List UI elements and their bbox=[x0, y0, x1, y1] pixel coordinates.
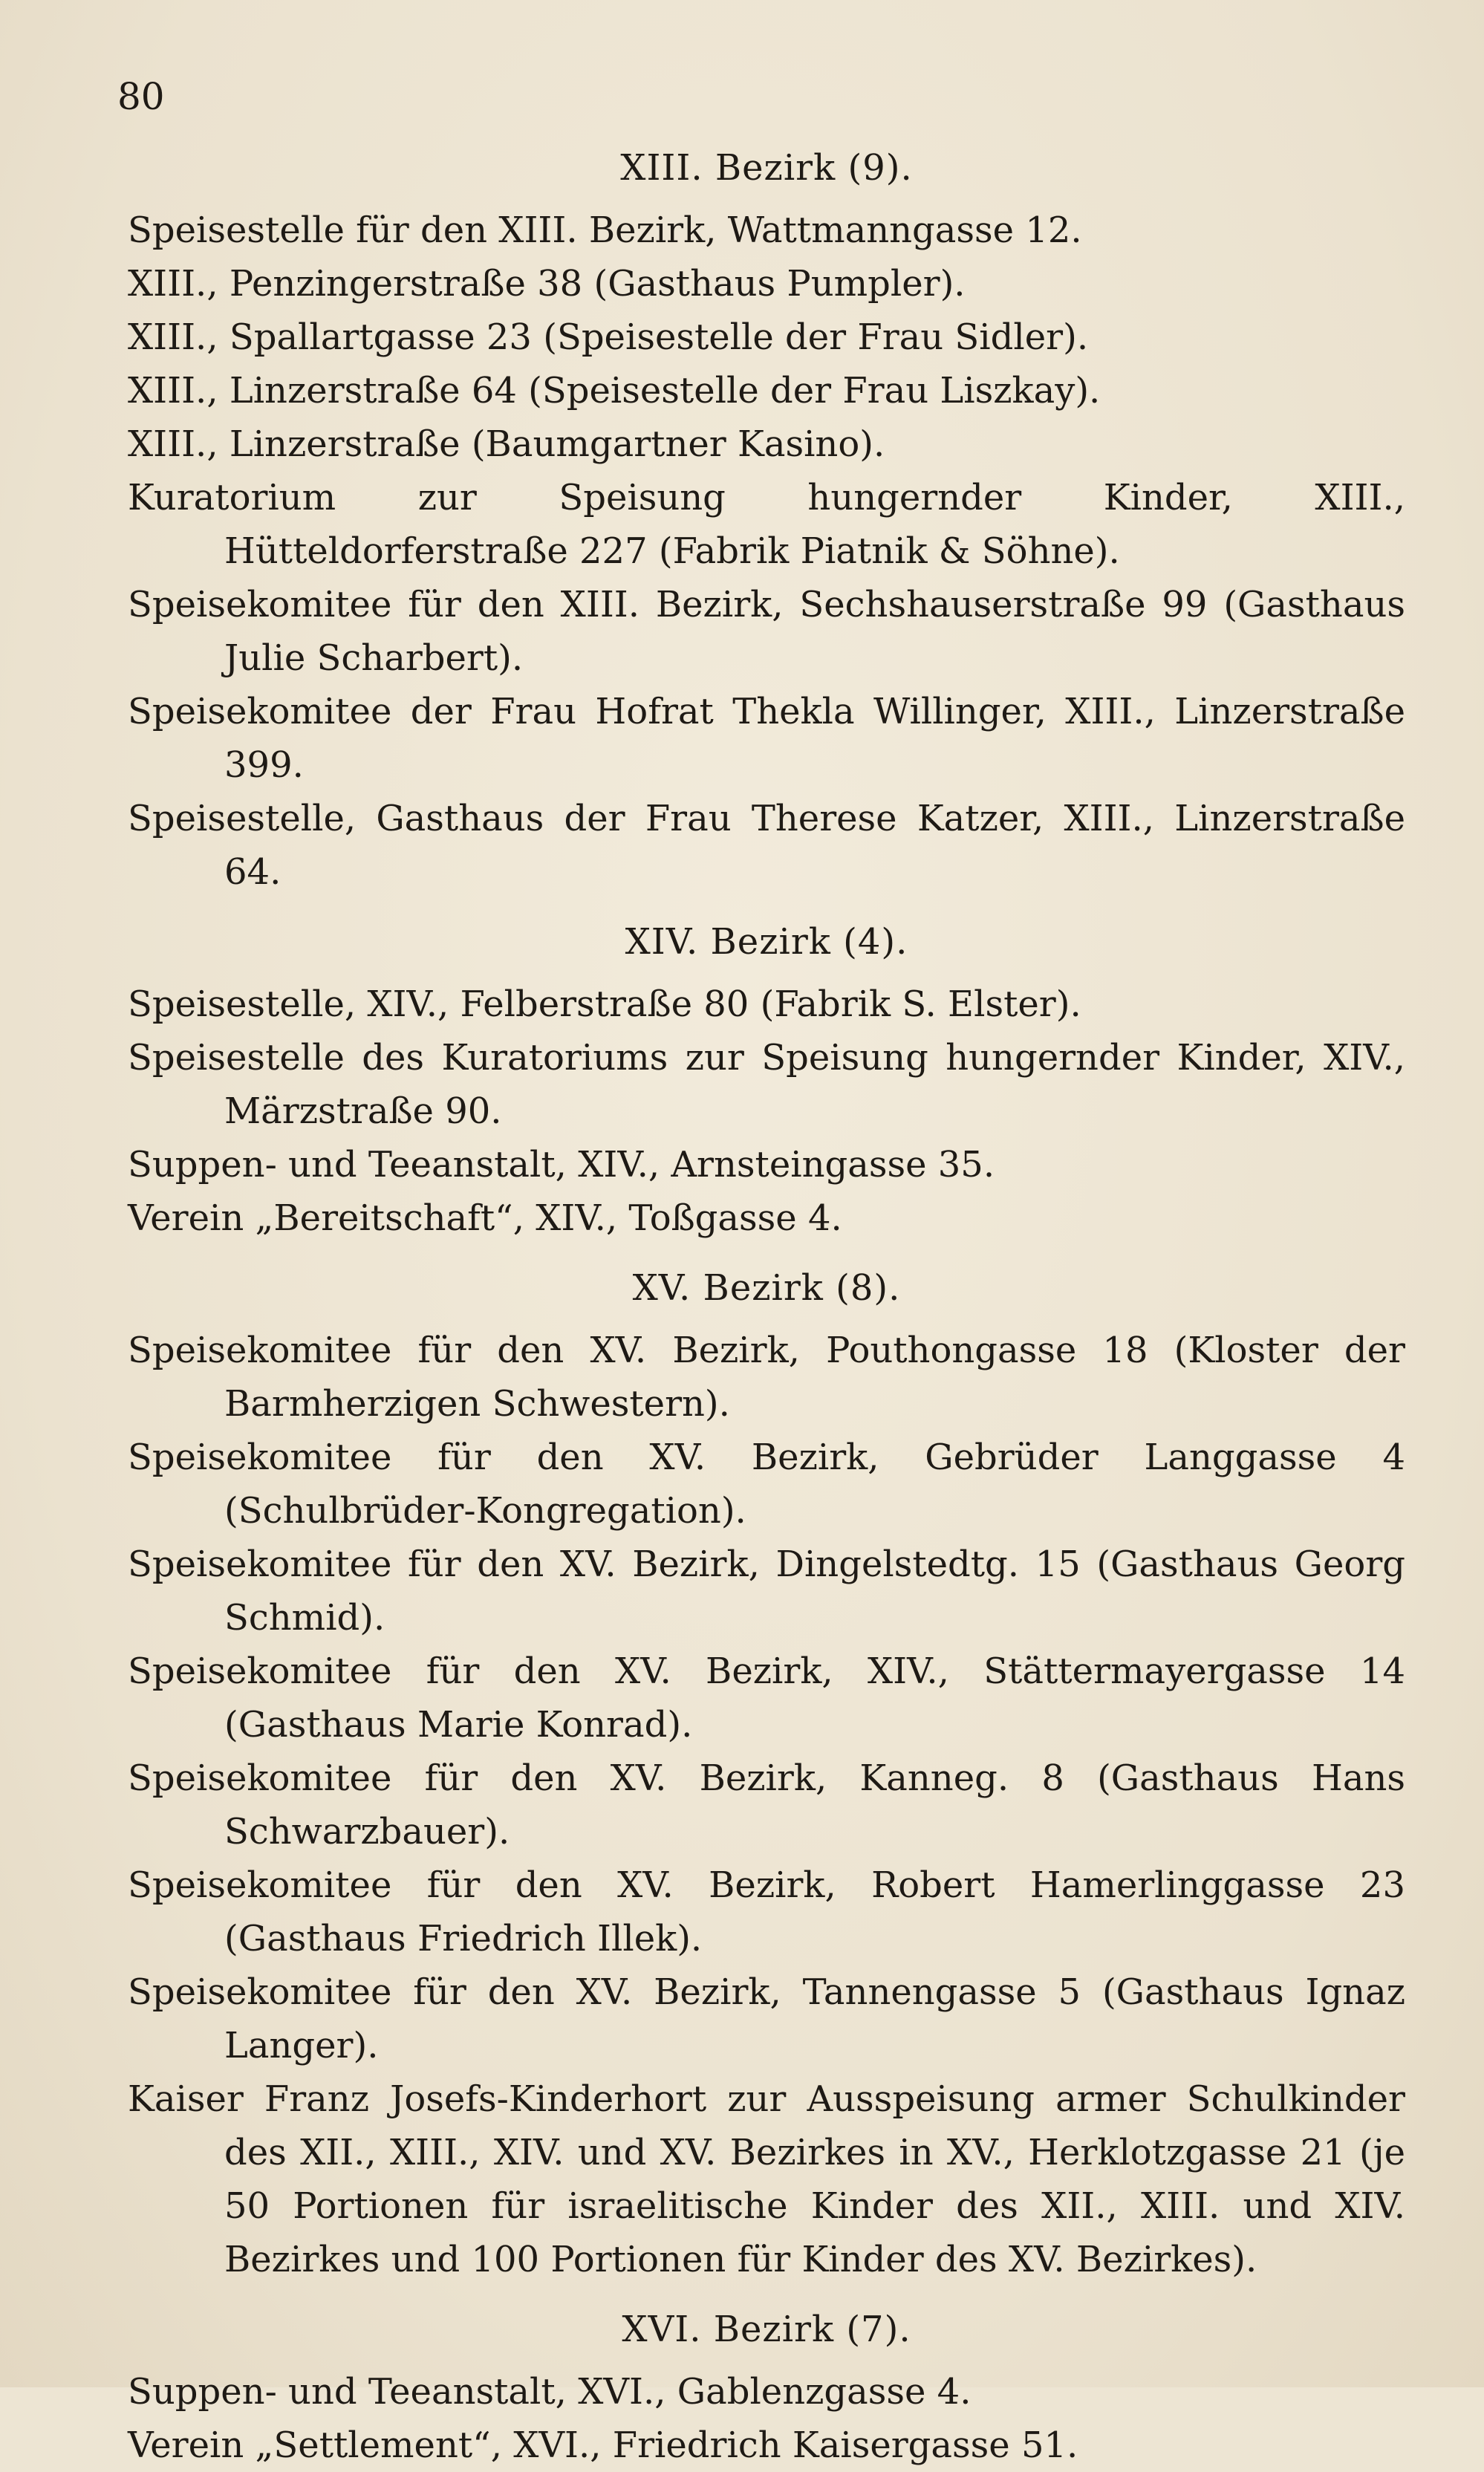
list-entry: XIII., Linzerstraße 64 (Speisestelle der Frau Liszkay). bbox=[128, 370, 1101, 412]
list-entry: Kuratorium zur Speisung hungernder Kinder, XIII., Hütteldorferstraße 227 (Fabrik Piatnik & Söhne). bbox=[128, 477, 1405, 572]
section-heading-xv: XV. Bezirk (8). bbox=[632, 1267, 901, 1309]
list-entry: XIII., Spallartgasse 23 (Speisestelle der Frau Sidler). bbox=[128, 316, 1089, 358]
list-entry: Suppen- und Teeanstalt, XVI., Gablenzgasse 4. bbox=[128, 2371, 972, 2413]
list-entry: Speisestelle, Gasthaus der Frau Therese Katzer, XIII., Linzerstraße 64. bbox=[128, 798, 1405, 893]
list-entry: Speisekomitee für den XV. Bezirk, Pouthongasse 18 (Kloster der Barmherzigen Schwestern). bbox=[128, 1330, 1405, 1425]
section-heading-xvi: XVI. Bezirk (7). bbox=[622, 2309, 911, 2350]
list-entry: Speisekomitee für den XV. Bezirk, Gebrüder Langgasse 4 (Schulbrüder-Kongregation). bbox=[128, 1437, 1405, 1532]
list-entry: Speisekomitee für den XV. Bezirk, Dingelstedtg. 15 (Gasthaus Georg Schmid). bbox=[128, 1544, 1405, 1639]
list-entry: XIII., Linzerstraße (Baumgartner Kasino). bbox=[128, 423, 885, 465]
list-entry: Speisekomitee für den XV. Bezirk, Robert Hamerlinggasse 23 (Gasthaus Friedrich Illek). bbox=[128, 1864, 1405, 1959]
list-entry: Suppen- und Teeanstalt, XIV., Arnsteingasse 35. bbox=[128, 1144, 995, 1185]
page-number: 80 bbox=[117, 75, 165, 118]
page-content bbox=[128, 141, 1405, 2472]
list-entry: Speisekomitee der Frau Hofrat Thekla Willinger, XIII., Linzerstraße 399. bbox=[128, 691, 1405, 786]
list-entry: Speisekomitee für den XV. Bezirk, Kanneg. 8 (Gasthaus Hans Schwarzbauer). bbox=[128, 1757, 1405, 1853]
section-heading-xiv: XIV. Bezirk (4). bbox=[625, 921, 908, 963]
list-entry: Verein „Settlement“, XVI., Friedrich Kaisergasse 51. bbox=[128, 2424, 1078, 2466]
list-entry: Speisekomitee für den XV. Bezirk, XIV., Stättermayergasse 14 (Gasthaus Marie Konrad). bbox=[128, 1650, 1405, 1746]
list-entry: Speisestelle, XIV., Felberstraße 80 (Fabrik S. Elster). bbox=[128, 983, 1081, 1025]
list-entry: Speisestelle für den XIII. Bezirk, Wattmanngasse 12. bbox=[128, 209, 1082, 251]
list-entry: Kaiser Franz Josefs-Kinderhort zur Ausspeisung armer Schulkinder des XII., XIII., XIV. und XV. Bezirkes in XV., Herklotzgasse 21 (je 50 Portionen für israelitische Kinder des XII., XIII. und XIV. Bezirkes und 100 Portionen für Kinder des XV. Bezirkes). bbox=[128, 2078, 1405, 2280]
section-heading-xiii: XIII. Bezirk (9). bbox=[620, 147, 913, 189]
list-entry: Verein „Bereitschaft“, XIV., Toßgasse 4. bbox=[128, 1197, 842, 1239]
list-entry: Speisekomitee für den XIII. Bezirk, Sechshauserstraße 99 (Gasthaus Julie Scharbert). bbox=[128, 584, 1405, 679]
list-entry: Speisekomitee für den XV. Bezirk, Tannengasse 5 (Gasthaus Ignaz Langer). bbox=[128, 1971, 1405, 2066]
list-entry: XIII., Penzingerstraße 38 (Gasthaus Pumpler). bbox=[128, 263, 966, 305]
list-entry: Speisestelle des Kuratoriums zur Speisung hungernder Kinder, XIV., Märzstraße 90. bbox=[128, 1037, 1405, 1132]
